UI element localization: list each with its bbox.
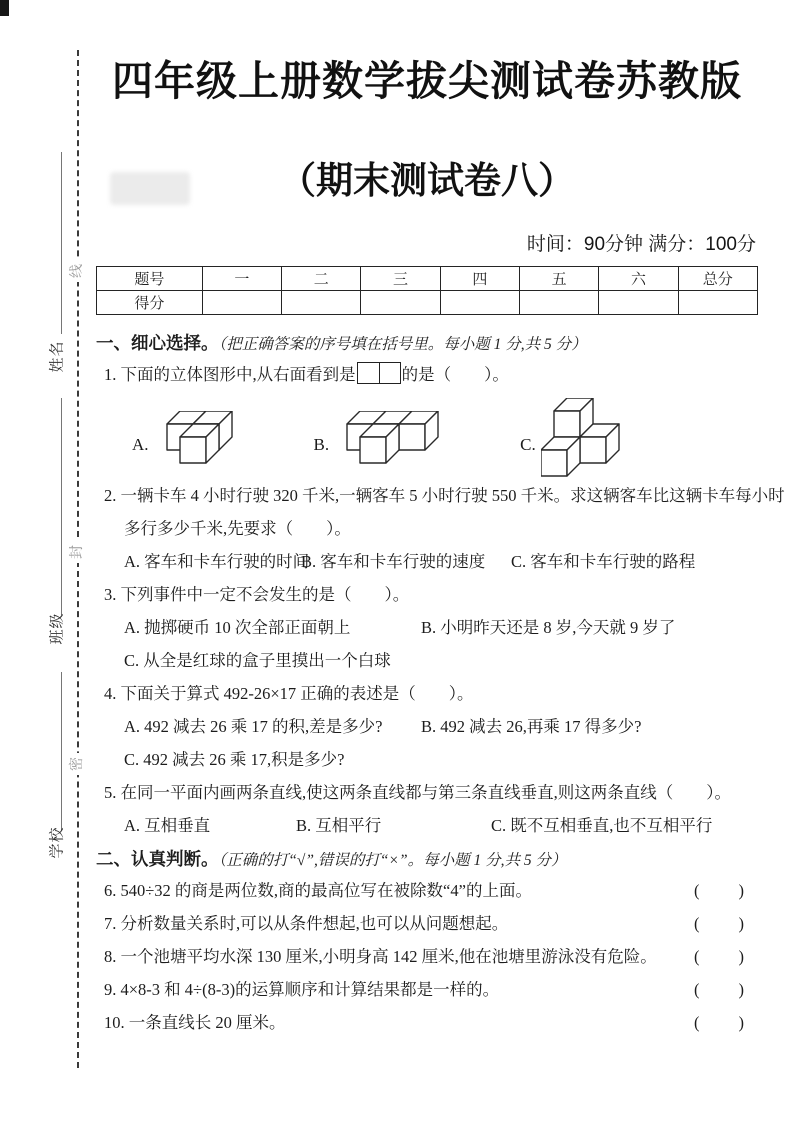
- section-2-heading: [96, 847, 758, 873]
- exam-meta: 时间：90分钟 满分：100分: [526, 233, 756, 255]
- question-4-options-ab: [96, 712, 758, 742]
- judgment-row-8: [96, 942, 758, 972]
- q3-option-a: A. 抛掷硬币 10 次全部正面朝上: [124, 617, 351, 637]
- q3-option-c: C. 从全是红球的盒子里摸出一个白球: [124, 650, 391, 670]
- judgment-row-9: [96, 975, 758, 1005]
- q5-option-b: B. 互相平行: [296, 815, 382, 835]
- score-cell: [520, 290, 599, 314]
- name-label: 姓名: [49, 340, 66, 373]
- section-2-title: 二、认真判断。: [96, 848, 219, 869]
- score-table: [96, 266, 758, 315]
- judgment-10-answer-paren: ( ): [694, 1012, 746, 1032]
- seal-char-mi: 密: [67, 753, 89, 775]
- section-1-note: （把正确答案的序号填在括号里。每小题 1 分,共 5 分）: [218, 335, 587, 353]
- judgment-9-text: 9. 4×8-3 和 4÷(8-3)的运算顺序和计算结果都是一样的。: [104, 979, 500, 999]
- section-1-heading: [96, 331, 758, 357]
- figure-c-label: C.: [520, 434, 536, 454]
- judgment-10-text: 10. 一条直线长 20 厘米。: [104, 1012, 286, 1032]
- score-cell: [361, 290, 440, 314]
- q4-option-b: B. 492 减去 26,再乘 17 得多少?: [421, 716, 642, 736]
- score-cell: [599, 290, 678, 314]
- question-5-text: 5. 在同一平面内画两条直线,使这两条直线都与第三条直线垂直,则这两条直线（ ）。: [104, 782, 731, 802]
- seal-char-feng: 封: [67, 541, 89, 563]
- question-3-options-ab: [96, 613, 758, 643]
- question-1: [96, 360, 758, 390]
- judgment-row-6: [96, 876, 758, 906]
- q2-option-b: B. 客车和卡车行驶的速度: [301, 551, 486, 571]
- name-write-line: [61, 152, 62, 334]
- judgment-9-answer-paren: ( ): [694, 979, 746, 999]
- score-table-header-row: [97, 266, 758, 290]
- q4-option-a: A. 492 减去 26 乘 17 的积,差是多少?: [124, 716, 383, 736]
- q2-option-a: A. 客车和卡车行驶的时间: [124, 551, 310, 571]
- scan-corner-mark: [0, 0, 9, 16]
- score-header-cell: 总分: [678, 266, 757, 290]
- question-3-text: 3. 下列事件中一定不会发生的是（ ）。: [104, 584, 410, 604]
- figure-b-label: B.: [313, 434, 330, 454]
- question-2-options: [96, 547, 758, 577]
- page-title: 四年级上册数学拔尖测试卷苏教版: [112, 58, 742, 104]
- figure-option-c: [520, 398, 621, 477]
- question-5-options: [96, 811, 758, 841]
- judgment-row-7: [96, 909, 758, 939]
- q3-option-b: B. 小明昨天还是 8 岁,今天就 9 岁了: [421, 617, 676, 637]
- class-label: 班级: [49, 612, 66, 645]
- judgment-7-text: 7. 分析数量关系时,可以从条件想起,也可以从问题想起。: [104, 913, 509, 933]
- judgment-row-10: [96, 1008, 758, 1038]
- score-cell: [202, 290, 281, 314]
- score-header-cell: 题号: [97, 266, 203, 290]
- two-square-view-figure: [357, 362, 401, 384]
- section-1-title: 一、细心选择。: [96, 332, 219, 353]
- cube-figure-a: [154, 411, 234, 465]
- cube-figure-c: [541, 398, 621, 477]
- figure-a-label: A.: [132, 434, 149, 454]
- score-header-cell: 三: [361, 266, 440, 290]
- judgment-6-text: 6. 540÷32 的商是两位数,商的最高位写在被除数“4”的上面。: [104, 880, 532, 900]
- figure-option-a: [132, 411, 234, 465]
- paper-content: [96, 58, 785, 1038]
- score-header-cell: 四: [440, 266, 519, 290]
- question-2-line1: 2. 一辆卡车 4 小时行驶 320 千米,一辆客车 5 小时行驶 550 千米。求这辆客车比这辆卡车每小时: [104, 485, 785, 505]
- score-header-cell: 一: [202, 266, 281, 290]
- score-cell: [282, 290, 361, 314]
- question-1-figures: [96, 398, 758, 478]
- score-row-label: 得分: [97, 290, 203, 314]
- judgment-7-answer-paren: ( ): [694, 913, 746, 933]
- page-subtitle: （期末测试卷八）: [279, 160, 575, 202]
- cube-figure-b: [334, 411, 440, 465]
- score-cell: [440, 290, 519, 314]
- judgment-8-text: 8. 一个池塘平均水深 130 厘米,小明身高 142 厘米,他在池塘里游泳没有危险。: [104, 946, 657, 966]
- q5-option-a: A. 互相垂直: [124, 815, 211, 835]
- question-2-line2: 多行多少千米,先要求（ ）。: [124, 518, 351, 538]
- q2-option-c: C. 客车和卡车行驶的路程: [511, 551, 696, 571]
- judgment-8-answer-paren: ( ): [694, 946, 746, 966]
- score-cell: [678, 290, 757, 314]
- question-1-text-pre: 1. 下面的立体图形中,从右面看到是: [104, 364, 356, 384]
- seal-char-xian: 线: [67, 260, 89, 282]
- question-1-text-post: 的是（ ）。: [401, 364, 509, 384]
- question-4-text: 4. 下面关于算式 492-26×17 正确的表述是（ ）。: [104, 683, 474, 703]
- score-table-score-row: [97, 290, 758, 314]
- score-header-cell: 六: [599, 266, 678, 290]
- q5-option-c: C. 既不互相垂直,也不互相平行: [491, 815, 713, 835]
- score-header-cell: 五: [520, 266, 599, 290]
- figure-option-b: [314, 411, 441, 465]
- judgment-6-answer-paren: ( ): [694, 880, 746, 900]
- school-label: 学校: [49, 826, 66, 859]
- score-header-cell: 二: [282, 266, 361, 290]
- section-2-note: （正确的打“√”,错误的打“×”。每小题 1 分,共 5 分）: [218, 851, 567, 869]
- class-write-line: [61, 398, 62, 615]
- q4-option-c: C. 492 减去 26 乘 17,积是多少?: [124, 749, 345, 769]
- erased-watermark-smudge: [110, 172, 190, 205]
- school-write-line: [61, 672, 62, 830]
